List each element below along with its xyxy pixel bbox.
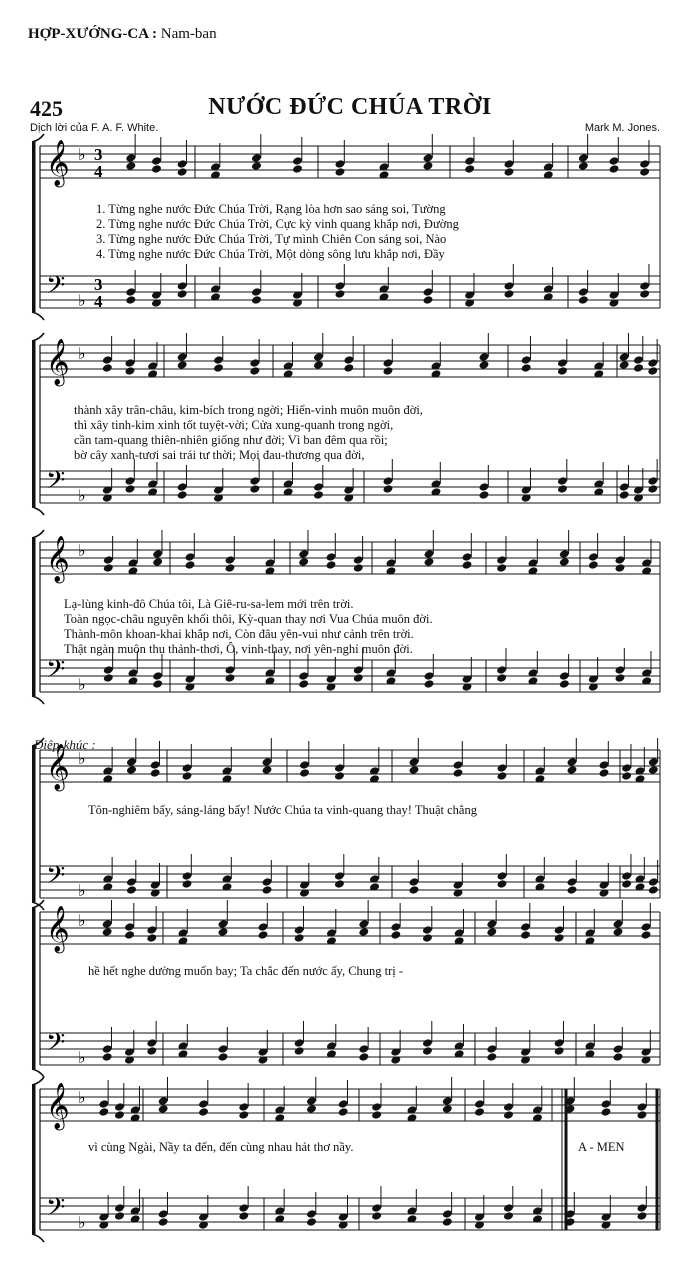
lyric-verse-3-line-2: cần tam-quang thiên-nhiên giống như đời; Vì ban đêm qua rồi;	[74, 433, 388, 447]
note-head	[334, 771, 345, 781]
note-head	[641, 930, 652, 940]
note-head	[442, 1104, 453, 1114]
note-head	[182, 771, 193, 781]
flat-sign: ♭	[78, 881, 86, 900]
lyric-verse-1-line-3: Lạ-lùng kinh-đô Chúa tôi, Là Giê-ru-sa-lem mới trên trời.	[64, 597, 354, 611]
bass-clef: 𝄢	[46, 1193, 66, 1228]
note-head	[423, 161, 434, 171]
note-head	[225, 673, 236, 683]
bracket-hook-bottom	[32, 507, 44, 515]
note-head	[496, 563, 507, 573]
note-head	[559, 679, 570, 689]
flat-sign: ♭	[78, 1213, 86, 1232]
note-head	[358, 927, 369, 937]
note-head	[442, 1217, 453, 1227]
note-head	[299, 768, 310, 778]
treble-clef: 𝄞	[46, 744, 70, 790]
note-head	[353, 563, 364, 573]
note-head	[114, 1110, 125, 1120]
note-head	[619, 490, 630, 500]
note-head	[613, 1052, 624, 1062]
note-head	[567, 765, 578, 775]
note-head	[249, 366, 260, 376]
note-head	[422, 933, 433, 943]
note-head	[114, 1211, 125, 1221]
note-head	[125, 161, 136, 171]
flat-sign: ♭	[78, 541, 86, 560]
note-head	[615, 563, 626, 573]
system-bracket	[32, 341, 36, 507]
note-head	[601, 1107, 612, 1117]
note-head	[462, 560, 473, 570]
note-head	[479, 490, 490, 500]
note-head	[557, 366, 568, 376]
note-head	[294, 1046, 305, 1056]
note-head	[648, 765, 659, 775]
treble-clef: 𝄞	[46, 1083, 70, 1129]
note-head	[125, 366, 136, 376]
hymn-number: 425	[30, 96, 63, 121]
time-signature: 4	[94, 292, 103, 311]
flat-sign: ♭	[78, 344, 86, 363]
note-head	[238, 1110, 249, 1120]
note-head	[103, 673, 114, 683]
note-head	[422, 1046, 433, 1056]
note-head	[218, 927, 229, 937]
note-head	[306, 1104, 317, 1114]
note-head	[409, 885, 420, 895]
bracket-hook-top	[32, 134, 44, 142]
note-head	[567, 885, 578, 895]
refrain-lyric-line-1: Tôn-nghiêm bấy, sáng-láng bấy! Nước Chúa ta vinh-quang thay! Thuật chẳng	[88, 803, 477, 817]
note-head	[306, 1217, 317, 1227]
note-head	[213, 363, 224, 373]
note-head	[353, 673, 364, 683]
note-head	[292, 164, 303, 174]
note-head	[298, 679, 309, 689]
bass-clef: 𝄢	[46, 1028, 66, 1063]
note-head	[152, 679, 163, 689]
note-head	[158, 1104, 169, 1114]
note-head	[554, 1046, 565, 1056]
note-head	[423, 295, 434, 305]
note-head	[326, 560, 337, 570]
flat-sign: ♭	[78, 486, 86, 505]
note-head	[313, 490, 324, 500]
note-head	[102, 1052, 113, 1062]
note-head	[126, 885, 137, 895]
note-head	[621, 771, 632, 781]
note-head	[486, 927, 497, 937]
lyric-verse-4-line-1: 4. Từng nghe nước Đức Chúa Trời, Một dòng sông lưu khắp nơi, Đầy	[96, 247, 445, 261]
bass-clef: 𝄢	[46, 466, 66, 501]
system-bracket	[32, 142, 36, 312]
note-head	[177, 167, 188, 177]
note-head	[152, 557, 163, 567]
note-head	[637, 1110, 648, 1120]
treble-clef: 𝄞	[46, 140, 70, 186]
note-head	[262, 885, 273, 895]
collection-subtitle: Nam-ban	[160, 26, 217, 42]
lyric-verse-2-line-2: thì xây tinh-kim xinh tốt tuyệt-vời; Cửa xung-quanh trong ngời,	[74, 418, 394, 432]
refrain-lyric-line-2: hề hết nghe dường muốn bay; Ta chắc đến nước ấy, Chung trị -	[88, 964, 404, 978]
note-head	[479, 360, 490, 370]
bracket-hook-top	[32, 333, 44, 341]
bass-clef: 𝄢	[46, 271, 66, 306]
note-head	[609, 164, 620, 174]
note-head	[474, 1107, 485, 1117]
note-head	[103, 563, 114, 573]
treble-clef: 𝄞	[46, 906, 70, 952]
note-head	[554, 933, 565, 943]
note-head	[294, 933, 305, 943]
note-head	[146, 1046, 157, 1056]
bass-clef: 𝄢	[46, 861, 66, 896]
note-head	[637, 1211, 648, 1221]
system-bracket	[32, 538, 36, 696]
time-signature: 4	[94, 162, 103, 181]
lyric-verse-4-line-3: Thật ngàn muôn thu thảnh-thơi, Ô, vinh-thay, nơi yên-nghỉ muôn đời.	[64, 642, 413, 656]
note-head	[504, 167, 515, 177]
note-head	[371, 1110, 382, 1120]
note-head	[503, 1110, 514, 1120]
flat-sign: ♭	[78, 1088, 86, 1107]
note-head	[338, 1107, 349, 1117]
note-head	[578, 161, 589, 171]
note-head	[335, 167, 346, 177]
flat-sign: ♭	[78, 911, 86, 930]
note-head	[424, 679, 435, 689]
note-head	[198, 1107, 209, 1117]
flat-sign: ♭	[78, 291, 86, 310]
note-head	[619, 360, 630, 370]
note-head	[177, 490, 188, 500]
note-head	[335, 289, 346, 299]
note-head	[258, 930, 269, 940]
note-head	[334, 879, 345, 889]
collection-title: HỢP-XƯỚNG-CA :	[28, 26, 158, 42]
note-head	[150, 768, 161, 778]
note-head	[639, 167, 650, 177]
bracket-hook-bottom	[32, 1234, 44, 1242]
note-head	[182, 879, 193, 889]
note-head	[158, 1217, 169, 1227]
note-head	[647, 484, 658, 494]
note-head	[639, 289, 650, 299]
note-head	[98, 1107, 109, 1117]
lyric-verse-4-line-2: bờ cây xanh-tươi sai trái tư thời; Mọi đau-thương qua đời,	[74, 448, 365, 462]
note-head	[521, 363, 532, 373]
lyric-verse-2-line-3: Toàn ngọc-châu nguyên khối thôi, Kỳ-quan thay nơi Vua Chúa muôn đời.	[64, 612, 433, 626]
system-bracket	[32, 1085, 36, 1234]
note-head	[177, 289, 188, 299]
note-head	[126, 765, 137, 775]
flat-sign: ♭	[78, 1048, 86, 1067]
note-head	[557, 484, 568, 494]
note-head	[633, 363, 644, 373]
note-head	[621, 879, 632, 889]
note-head	[125, 295, 136, 305]
refrain-lyric-line-3: vì cùng Ngài, Nầy ta đến, đến cùng nhau hát thơ nầy.	[88, 1140, 354, 1154]
lyric-verse-3-line-1: 3. Từng nghe nước Đức Chúa Trời, Tự mình Chiên Con sáng soi, Nào	[96, 232, 447, 246]
note-head	[249, 484, 260, 494]
note-head	[588, 560, 599, 570]
time-signature: 3	[94, 275, 103, 294]
system-bracket	[32, 908, 36, 1069]
treble-clef: 𝄞	[46, 339, 70, 385]
note-head	[343, 363, 354, 373]
note-head	[383, 484, 394, 494]
note-head	[251, 161, 262, 171]
note-head	[262, 765, 273, 775]
composer-credit: Mark M. Jones.	[584, 122, 660, 134]
note-head	[497, 879, 508, 889]
lyric-verse-1-line-1: 1. Từng nghe nước Đức Chúa Trời, Rạng lòa hơn sao sáng soi, Tường	[96, 202, 446, 216]
note-head	[124, 930, 135, 940]
note-head	[613, 927, 624, 937]
note-head	[358, 1052, 369, 1062]
note-head	[453, 768, 464, 778]
note-head	[238, 1211, 249, 1221]
note-head	[615, 673, 626, 683]
note-head	[486, 1052, 497, 1062]
flat-sign: ♭	[78, 749, 86, 768]
note-head	[218, 1052, 229, 1062]
note-head	[390, 930, 401, 940]
note-head	[504, 289, 515, 299]
note-head	[647, 366, 658, 376]
note-head	[464, 164, 475, 174]
note-head	[578, 295, 589, 305]
note-head	[102, 927, 113, 937]
note-head	[497, 771, 508, 781]
time-signature: 3	[94, 145, 103, 164]
note-head	[520, 930, 531, 940]
note-head	[559, 557, 570, 567]
bracket-hook-top	[32, 1077, 44, 1085]
lyric-verse-2-line-1: 2. Từng nghe nước Đức Chúa Trời, Cực kỳ vinh quang khắp nơi, Đường	[96, 217, 459, 231]
bass-clef: 𝄢	[46, 655, 66, 690]
note-head	[185, 560, 196, 570]
lyric-verse-3-line-3: Thành-môn khoan-khai khắp nơi, Còn đâu yên-vui như cảnh trên trời.	[64, 627, 414, 641]
bracket-hook-top	[32, 530, 44, 538]
bracket-hook-bottom	[32, 1069, 44, 1077]
note-head	[102, 363, 113, 373]
note-head	[298, 557, 309, 567]
note-head	[503, 1211, 514, 1221]
bracket-hook-bottom	[32, 696, 44, 704]
note-head	[383, 366, 394, 376]
note-head	[146, 933, 157, 943]
note-head	[371, 1211, 382, 1221]
note-head	[151, 164, 162, 174]
translator-credit: Dịch lời của F. A. F. White.	[30, 122, 159, 134]
refrain-label: Điệp-khúc :	[34, 737, 96, 752]
lyric-verse-1-line-2: thành xây trân-châu, kim-bích trong ngời; Hiển-vinh muôn muôn đời,	[74, 403, 423, 417]
note-head	[599, 768, 610, 778]
flat-sign: ♭	[78, 145, 86, 164]
treble-clef: 𝄞	[46, 536, 70, 582]
note-head	[313, 360, 324, 370]
note-head	[424, 557, 435, 567]
system-bracket	[32, 746, 36, 902]
bracket-hook-bottom	[32, 312, 44, 320]
note-head	[251, 295, 262, 305]
flat-sign: ♭	[78, 675, 86, 694]
note-head	[225, 563, 236, 573]
hymn-title: NƯỚC ĐỨC CHÚA TRỜI	[208, 94, 492, 120]
note-head	[177, 360, 188, 370]
note-head	[409, 765, 420, 775]
note-head	[648, 885, 659, 895]
note-head	[125, 484, 136, 494]
amen-lyric: A - MEN	[578, 1140, 625, 1154]
note-head	[496, 673, 507, 683]
